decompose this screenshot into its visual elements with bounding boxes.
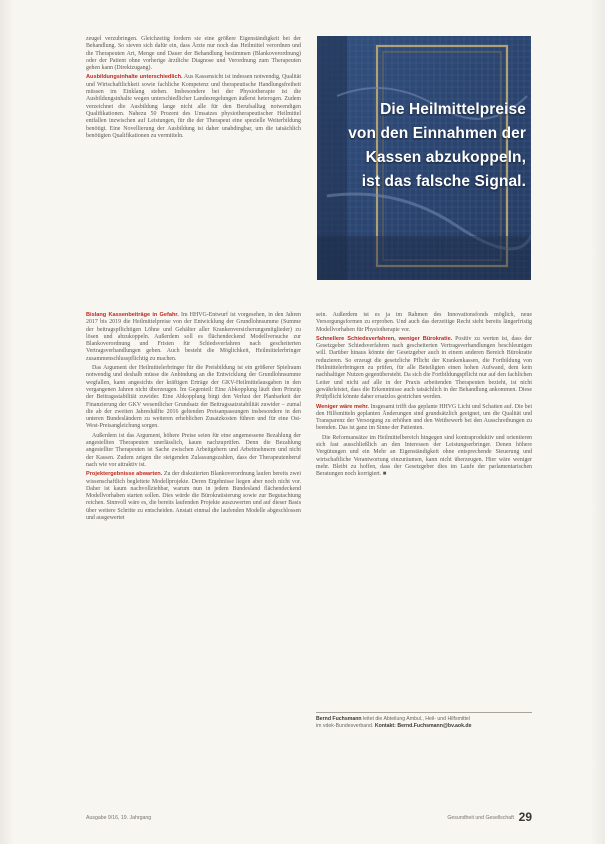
magazine-title: Gesundheit und Gesellschaft	[447, 815, 514, 821]
paragraph	[316, 336, 532, 402]
paragraph	[86, 74, 301, 140]
paragraph-text: Zu der diskutierten Blankoverordnung laufen bereits zwei wissenschaftlich begleitete Modellprojekte. Deren Ergebnisse liegen aber noch nicht vor. Daher ist kaum nachvollziehbar, warum nun in jedem Bundesland flächendeckend Modellvorhaben starten sollen. Dies würde die Bürokratisierung sowie zur Begutachtung reichen. Sinnvoll wäre es, die bereits laufenden Projekte auszuwerten und auf dieser Basis über weitere Schritte zu entscheiden. Anstatt einmal die laufenden Modelle abgeschlossen und ausgewertet	[86, 471, 301, 522]
left-column-top	[86, 36, 301, 142]
section-keyword: Projektergebnisse abwarten.	[86, 471, 163, 478]
author-role: leitet die Abteilung Ambul., Heil- und Hilfsmittel	[361, 716, 470, 722]
paragraph: Das Argument der Heilmittelerbringer für die Preisbildung ist ein größerer Spielraum notwendig und deshalb müsse die Anbindung an die Entwicklung der Grundlohnsumme wegfallen, kann angesichts der kräftigen Erträge der GKV-Heilmittelausgaben in den vergangenen Jahren nicht überzeugen. Im Gegenteil: Eine Abkopplung läuft dem Prinzip der Beitragsstabilität zuwider. Eine Abkopplung birgt den Verlust der Planbarkeit der Finanzierung der GKV wesentlicher Grundsatz der Beitragssatzstabilität zuwider – zumal die ab der zweiten Jahreshälfte 2016 geltenden Preisanpassungen insbesondere in den unteren Bundesländern zu weiteren erheblichen Zusatzkosten führen und für eine Ost-West-Preisangleichung sorgen.	[86, 365, 301, 430]
paragraph	[86, 312, 301, 363]
page-footer	[86, 810, 532, 824]
pull-quote-line: von den Einnahmen der	[348, 125, 526, 142]
paragraph: zeugel verzubringen. Gleichzeitig fordern sie eine größere Eigenständigkeit bei der Behandlung. So sieven sich dafür ein, dass Ärzte nur noch das Heilmittel verordnen und die Therapeuten Art, Menge und Dauer der Behandlung bestimmen (Blankoverordnung) oder der Patient ohne vorherige ärztliche Diagnose und Verordnung zum Therapeuten gehen kann (Direktzugang).	[86, 36, 301, 72]
pull-quote-line: ist das falsche Signal.	[361, 173, 526, 190]
contact-label: Kontakt:	[373, 723, 396, 729]
issue-info: Ausgabe 9/16, 19. Jahrgang	[86, 815, 152, 821]
author-info	[316, 712, 532, 730]
paragraph: Die Reformansätze im Heilmittelbereich hingegen sind kontraproduktiv und orientieren sich fast ausschließlich an den Interessen der Leistungserbringer. Denen höhere Vergütungen und ein Mehr an Eigenständigkeit ohne entsprechende Steuerung und wirtschaftliche Verantwortung einzuräumen, kann nicht überzeugen. Hier wäre weniger mehr. Bleibt zu hoffen, dass der Gesetzgeber dies im Laufe der parlamentarischen Beratungen noch korrigiert. ■	[316, 434, 532, 478]
paragraph: sein. Außerdem ist es ja im Rahmen des Innovationsfonds möglich, neue Versorgungsformen zu erproben. Und auch das derzeitige Recht sieht bereits längerfristig Modellvorhaben für Physiotherapie vor.	[316, 312, 532, 333]
section-keyword: Weniger wäre mehr.	[316, 403, 369, 410]
paragraph-text: Im HHVG-Entwurf ist vorgesehen, in den Jahren 2017 bis 2019 die Heilmittelpreise von der Entwicklung der Grundlohnsumme (Summe der beitragspflichtigen Löhne und Gehälter aller Krankenversicherungsmitglieder) zu lösen und abzukoppeln. Außerdem soll es flächendeckend Modellversuche zur Blankoverordnung und Fristen für Schiedsverfahren nach gescheiterten Vertragsverhandlungen geben. Auch besteht die Möglichkeit, Heilmittelerbringer zusammenschlusspflichtig zu machen.	[86, 312, 301, 362]
paragraph-text: Positiv zu werten ist, dass der Gesetzgeber Schiedsverfahren nach gescheiterten Vertragsverhandlungen beschleunigen will. Darüber hinaus könnte der Gesetzgeber auch in einem anderen Bereich Bürokratie reduzieren. So erzeugt die gesetzliche Pflicht der Krankenkassen, die Fortbildung von Heilmittelerbringern zu prüfen, für alle Beteiligten einen hohen Aufwand, dem kein nachhaltiger Nutzen gegenübersteht. Da sich die Fortbildungspflicht nur auf den fachlichen Leiter und nicht auf alle in der Praxis arbeitenden Therapeuten bezieht, ist nicht gewährleistet, dass die Erkenntnisse auch tatsächlich in der Behandlung ankommen. Diese Prüfpflicht könnte daher ersatzlos gestrichen werden.	[316, 335, 532, 401]
section-keyword: Bislang Kassenbeiträge in Gefahr.	[86, 312, 179, 318]
paragraph	[86, 471, 301, 522]
pull-quote-line: Die Heilmittelpreise	[380, 101, 526, 118]
pull-quote	[326, 98, 526, 194]
pull-quote-line: Kassen abzukoppeln,	[365, 149, 526, 166]
author-org: im vdek-Bundesverband.	[316, 723, 374, 729]
contact-email: Bernd.Fuchsmann@bv.aok.de	[395, 723, 472, 729]
paragraph-text: Aus Kassensicht ist indessen notwendig, Qualität und Wirtschaftlichkeit sowie fachliche Kompetenz und therapeutische Handlungsfreiheit müssen im Einklang stehen. Insbesondere bei der Physiotherapie ist die Ausbildungsinhalte wegen unterschiedlicher Landesregelungen äußerst heterogen. Zudem verzeichnet die Ausbildung lange nicht alle für den Berufsalltag notwendigen Qualifikationen. Nahezu 50 Prozent des Umsatzes physiotherapeutischer Heilmittel entfallen inzwischen auf Leistungen, für die der Therapeut eine spezielle Weiterbildung benötigt. Eine Novellierung der Ausbildung ist daher unabdingbar, um die tatsächlich benötigten Qualifikationen zu vermitteln.	[86, 74, 301, 139]
paragraph	[316, 404, 532, 433]
left-column-bottom	[86, 312, 301, 524]
right-column	[316, 312, 532, 481]
section-keyword: Ausbildungsinhalte unterschiedlich.	[86, 74, 183, 81]
paragraph: Außerdem ist das Argument, höhere Preise seien für eine angemessene Bezahlung der angestellten Therapeuten unerlässlich, kaum nachzuprüfen. Denn die Bezahlung angestellter Therapeuten ist Sache zwischen Arbeitgebern und Arbeitnehmern und nicht der Kassen. Zudem zeigen die steigenden Zulassungszahlen, dass der Therapeutenberuf nach wie vor attraktiv ist.	[86, 432, 301, 468]
page-number: 29	[518, 810, 532, 824]
paragraph-text: Insgesamt trifft das geplante HHVG Licht und Schatten auf. Die bei den Hilfsmitteln geplanten Änderungen sind grundsätzlich geeignet, um die Qualität und Transparenz der Versorgung zu erhöhen und den Wettbewerb bei den Ausschreibungen zu beenden. Das ist ganz im Sinne der Patienten.	[316, 403, 532, 432]
section-keyword: Schnellere Schiedsverfahren, weniger Bürokratie.	[316, 335, 453, 342]
author-name: Bernd Fuchsmann	[316, 716, 362, 722]
